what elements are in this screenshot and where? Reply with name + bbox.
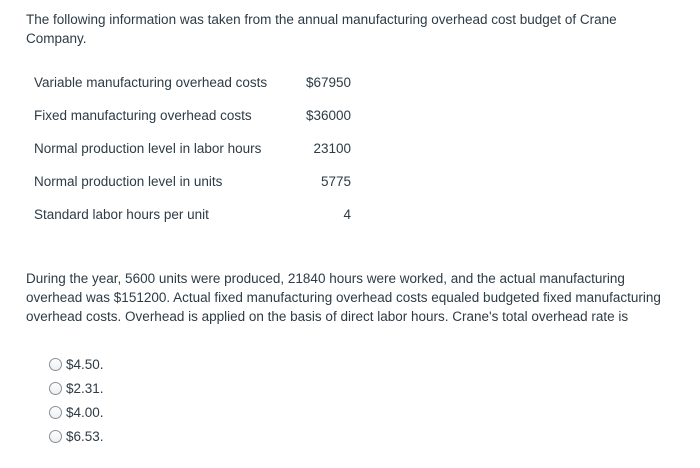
row-label: Standard labor hours per unit — [34, 207, 209, 222]
option-label[interactable]: $4.00. — [66, 404, 104, 420]
answer-options — [49, 352, 104, 448]
answer-option-1[interactable] — [49, 352, 104, 376]
row-value: $36000 — [305, 108, 351, 123]
radio-button[interactable] — [49, 358, 62, 371]
table-row — [26, 132, 359, 165]
row-label: Normal production level in labor hours — [34, 141, 262, 156]
row-value: 4 — [343, 207, 351, 222]
row-value: 5775 — [320, 174, 351, 189]
answer-option-3[interactable] — [49, 400, 104, 424]
radio-button[interactable] — [49, 430, 62, 443]
row-value: 23100 — [313, 141, 351, 156]
table-row — [26, 198, 359, 231]
intro-text: The following information was taken from the annual manufacturing overhead cost budget of Crane Company. — [26, 12, 617, 46]
question-text: During the year, 5600 units were produced, 21840 hours were worked, and the actual manufacturing overhead was $151200. Actual fixed manufacturing overhead costs equaled budgeted fixed manufacturing overhead costs. Overhead is applied on the basis of direct labor hours. Crane's total overhead rate is — [26, 271, 661, 324]
radio-button[interactable] — [49, 406, 62, 419]
answer-option-2[interactable] — [49, 376, 104, 400]
radio-button[interactable] — [49, 382, 62, 395]
row-value: $67950 — [305, 75, 351, 90]
answer-option-4[interactable] — [49, 424, 104, 448]
row-label: Fixed manufacturing overhead costs — [34, 108, 252, 123]
budget-table — [26, 66, 359, 231]
option-label[interactable]: $2.31. — [66, 380, 104, 396]
row-label: Variable manufacturing overhead costs — [34, 75, 268, 90]
row-label: Normal production level in units — [34, 174, 223, 189]
table-row — [26, 165, 359, 198]
table-row — [26, 99, 359, 132]
option-label[interactable]: $6.53. — [66, 428, 104, 444]
option-label[interactable]: $4.50. — [66, 356, 104, 372]
table-row — [26, 66, 359, 99]
